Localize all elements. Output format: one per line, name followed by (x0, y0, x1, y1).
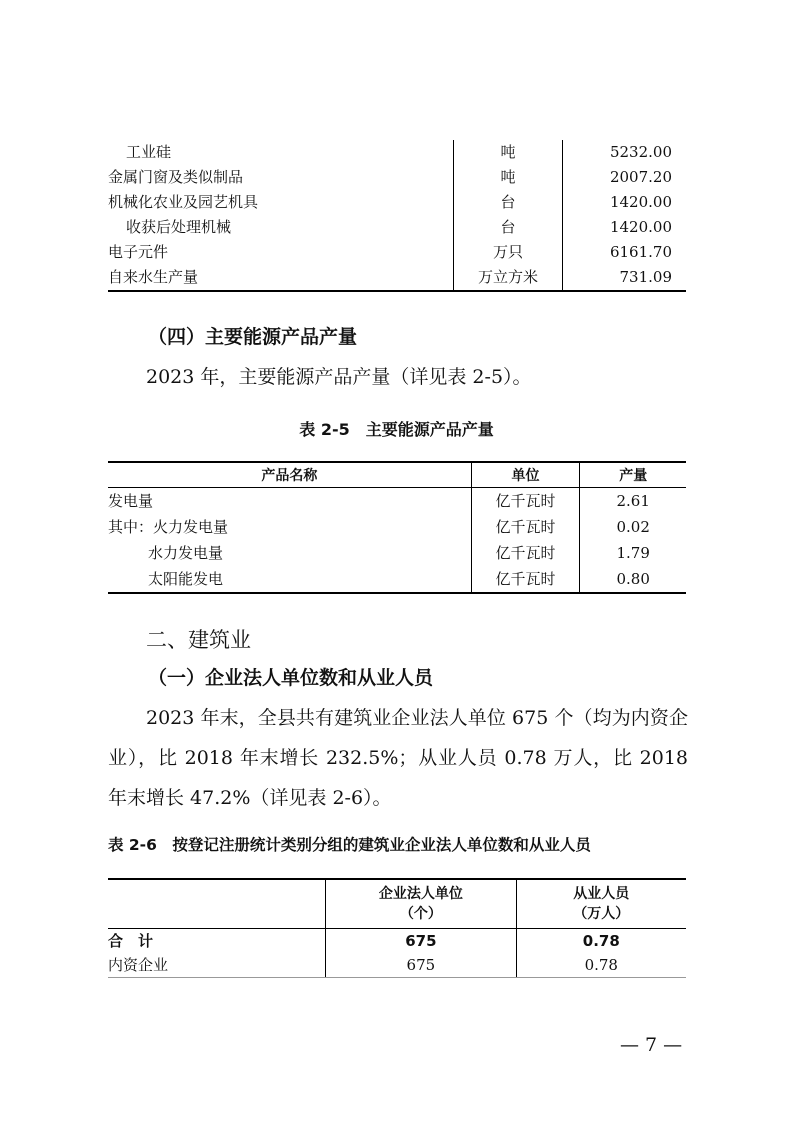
section-paragraph-energy: 2023 年，主要能源产品产量（详见表 2-5）。 (146, 366, 532, 388)
product-value: 2.61 (580, 488, 686, 515)
units-value: 675 (326, 929, 516, 954)
column-header-employees (516, 879, 686, 929)
product-name: 金属门窗及类似制品 (108, 168, 244, 186)
table-header-row (108, 879, 686, 929)
product-unit: 万只 (453, 240, 563, 265)
page-number: — 7 — (620, 1034, 683, 1056)
column-header-units-measure: （个） (399, 906, 442, 922)
product-value: 2007.20 (563, 165, 686, 190)
product-unit: 亿千瓦时 (471, 566, 580, 593)
product-value: 5232.00 (563, 140, 686, 165)
product-name: 太阳能发电 (148, 570, 224, 588)
product-name: 发电量 (108, 492, 154, 510)
product-value: 1.79 (580, 540, 686, 566)
product-name: 其中：火力发电量 (108, 518, 229, 536)
table-row (108, 488, 686, 515)
table-caption-2-6: 表 2-6 按登记注册统计类别分组的建筑业企业法人单位数和从业人员 (108, 836, 591, 854)
table-row (108, 240, 686, 265)
column-header-blank (108, 879, 326, 929)
table-row (108, 514, 686, 540)
paragraph-construction-summary: 2023 年末，全县共有建筑业企业法人单位 675 个（均为内资企业），比 2018 年末增长 232.5%；从业人员 0.78 万人，比 2018 年末增长 47.2%（详见表 2-6）。 (108, 707, 688, 809)
table-row-total (108, 929, 686, 954)
category-name: 内资企业 (108, 953, 326, 978)
product-value: 731.09 (563, 265, 686, 291)
table-row (108, 190, 686, 215)
product-unit: 台 (453, 215, 563, 240)
product-value: 1420.00 (563, 215, 686, 240)
product-name: 电子元件 (108, 243, 169, 261)
table-energy-products (108, 461, 686, 594)
product-unit: 吨 (453, 165, 563, 190)
table-caption-2-5: 表 2-5 主要能源产品产量 (299, 420, 494, 439)
employees-value: 0.78 (516, 929, 686, 954)
table-row (108, 165, 686, 190)
chapter-heading-construction: 二、建筑业 (146, 628, 251, 652)
product-value: 6161.70 (563, 240, 686, 265)
table-row (108, 140, 686, 165)
product-name: 工业硅 (126, 143, 172, 161)
table-row (108, 540, 686, 566)
product-value: 0.80 (580, 566, 686, 593)
product-unit: 吨 (453, 140, 563, 165)
category-name: 合 计 (108, 932, 154, 950)
column-header-units (326, 879, 516, 929)
column-header-name: 产品名称 (108, 462, 471, 488)
units-value: 675 (326, 953, 516, 978)
product-name: 机械化农业及园艺机具 (108, 193, 259, 211)
product-unit: 亿千瓦时 (471, 488, 580, 515)
table-row (108, 215, 686, 240)
table-row (108, 566, 686, 593)
table-industrial-products-continued (108, 140, 686, 292)
table-header-row (108, 462, 686, 488)
product-unit: 台 (453, 190, 563, 215)
product-value: 0.02 (580, 514, 686, 540)
product-unit: 万立方米 (453, 265, 563, 291)
product-name: 收获后处理机械 (126, 218, 232, 236)
column-header-employees-label: 从业人员 (573, 886, 630, 902)
column-header-output: 产量 (580, 462, 686, 488)
product-unit: 亿千瓦时 (471, 540, 580, 566)
table-row (108, 265, 686, 291)
product-name: 自来水生产量 (108, 265, 453, 291)
column-header-units-label: 企业法人单位 (378, 886, 463, 902)
table-row (108, 953, 686, 978)
employees-value: 0.78 (516, 953, 686, 978)
product-value: 1420.00 (563, 190, 686, 215)
subsection-heading-enterprises: （一）企业法人单位数和从业人员 (148, 667, 434, 689)
column-header-employees-measure: （万人） (573, 906, 630, 922)
product-unit: 亿千瓦时 (471, 514, 580, 540)
table-construction-enterprises (108, 878, 686, 978)
column-header-unit: 单位 (471, 462, 580, 488)
section-heading-energy: （四）主要能源产品产量 (148, 326, 358, 348)
product-name: 水力发电量 (148, 544, 224, 562)
